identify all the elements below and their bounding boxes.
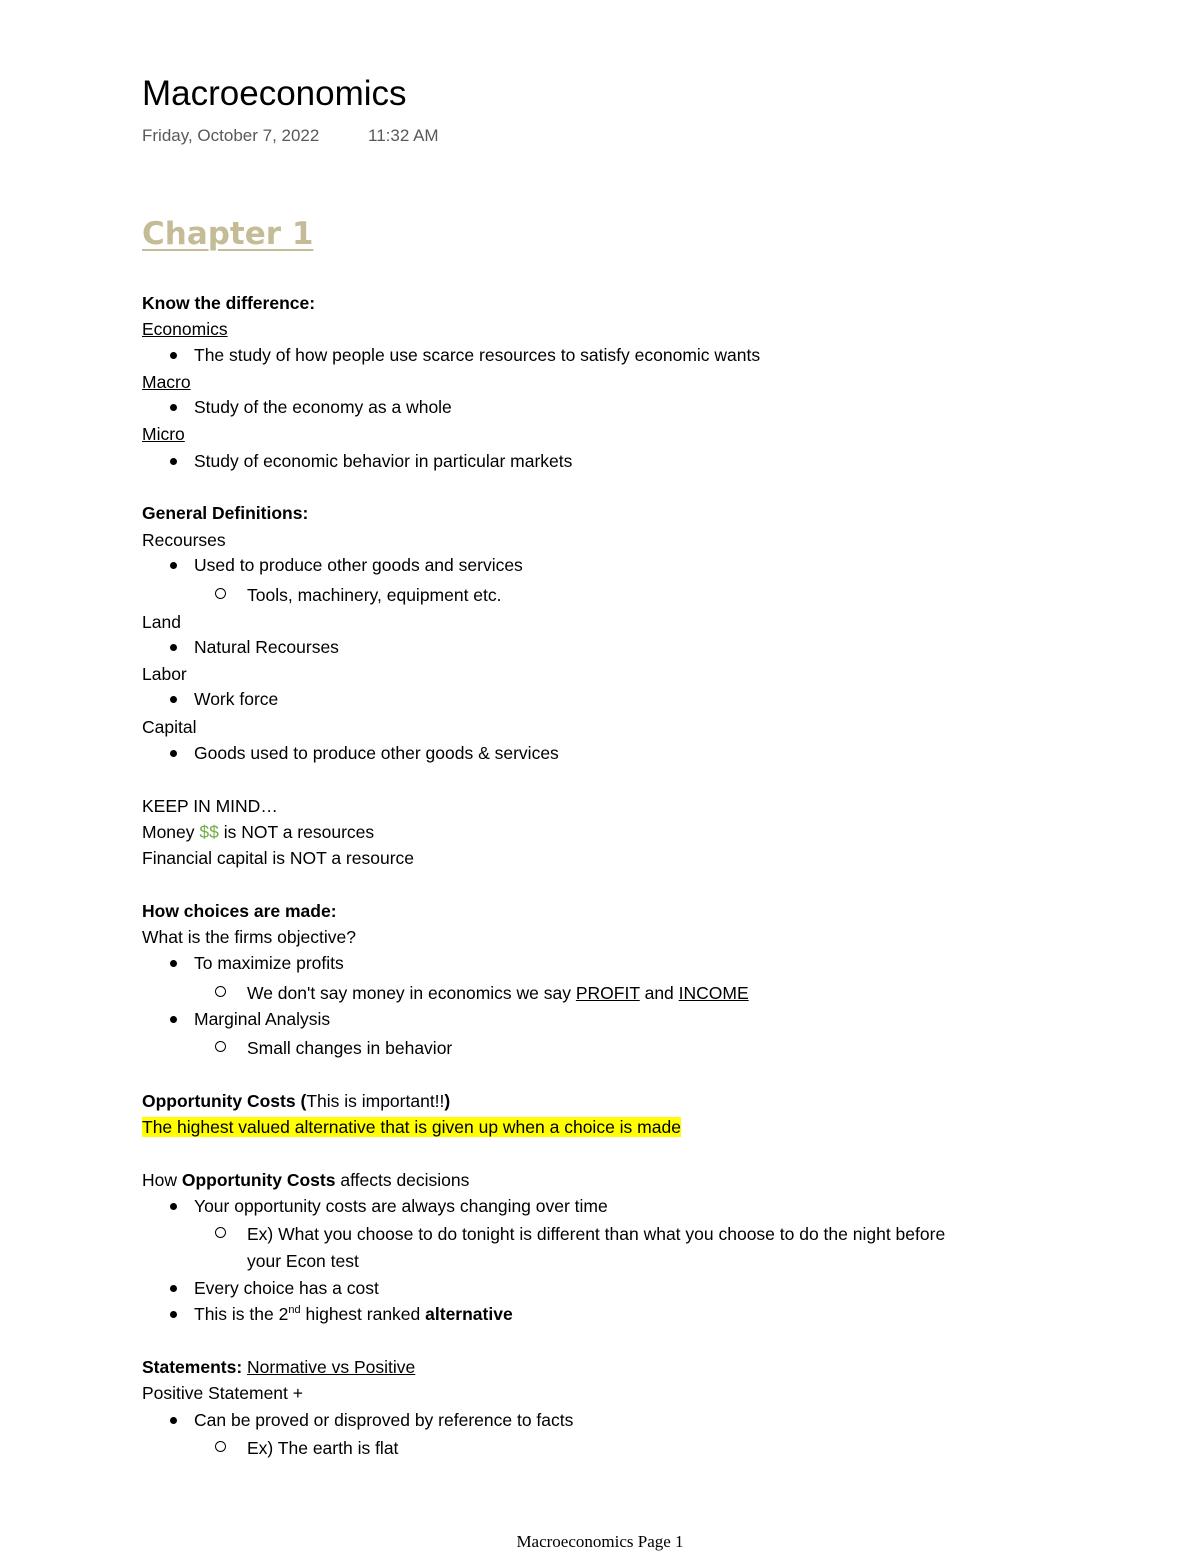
definition-positive-statement: Can be proved or disproved by reference to facts — [194, 1410, 574, 1430]
money-symbol: $$ — [199, 822, 219, 842]
second-ranked-prefix: This is the 2 — [194, 1304, 289, 1324]
note-date: Friday, October 7, 2022 — [142, 126, 320, 145]
bullet-icon — [170, 562, 177, 569]
sub-bullet-circle-icon — [215, 588, 226, 599]
section-heading-general: General Definitions: — [142, 503, 309, 523]
affects-item-changing: Your opportunity costs are always changing over time — [194, 1196, 608, 1216]
bullet-icon — [170, 750, 177, 757]
term-micro: Micro — [142, 424, 185, 444]
keep-in-mind-label: KEEP IN MIND… — [142, 796, 278, 816]
profit-income-prefix: We don't say money in economics we say — [247, 983, 576, 1003]
sub-bullet-circle-icon — [215, 1227, 226, 1238]
definition-labor: Work force — [194, 689, 279, 709]
affects-bold: Opportunity Costs — [181, 1170, 336, 1190]
definition-macro: Study of the economy as a whole — [194, 397, 452, 417]
definition-capital: Goods used to produce other goods & services — [194, 743, 559, 763]
example-positive-statement: Ex) The earth is flat — [247, 1438, 399, 1458]
choice-item-marginal: Marginal Analysis — [194, 1009, 331, 1029]
keep-in-mind-money — [142, 821, 374, 843]
choice-sub-marginal: Small changes in behavior — [247, 1038, 453, 1058]
money-suffix: is NOT a resources — [218, 822, 375, 842]
bullet-icon — [170, 458, 177, 465]
bullet-icon — [170, 960, 177, 967]
income-term: INCOME — [678, 983, 749, 1003]
affects-suffix: affects decisions — [335, 1170, 470, 1190]
term-recourses: Recourses — [142, 530, 226, 550]
sub-bullet-circle-icon — [215, 1441, 226, 1452]
second-ranked-bold: alternative — [425, 1304, 513, 1324]
note-time: 11:32 AM — [368, 126, 439, 145]
bullet-icon — [170, 1311, 177, 1318]
profit-term: PROFIT — [575, 983, 640, 1003]
second-ranked-middle: highest ranked — [300, 1304, 426, 1324]
bullet-icon — [170, 644, 177, 651]
bullet-icon — [170, 1203, 177, 1210]
section-heading-opportunity — [142, 1090, 450, 1112]
sub-bullet-circle-icon — [215, 986, 226, 997]
bullet-icon — [170, 1417, 177, 1424]
opportunity-definition — [142, 1116, 681, 1138]
bullet-icon — [170, 1016, 177, 1023]
affects-item-second-ranked — [194, 1303, 513, 1325]
choice-item-maximize: To maximize profits — [194, 953, 344, 973]
statements-label: Statements: — [142, 1357, 243, 1377]
term-macro: Macro — [142, 372, 191, 392]
highlighted-definition: The highest valued alternative that is given up when a choice is made — [142, 1117, 681, 1137]
sub-bullet-circle-icon — [215, 1041, 226, 1052]
term-land: Land — [142, 612, 181, 632]
affects-item-cost: Every choice has a cost — [194, 1278, 379, 1298]
affects-example-line1: Ex) What you choose to do tonight is different than what you choose to do the night before — [247, 1224, 946, 1244]
page-title: Macroeconomics — [142, 74, 407, 113]
affects-example-line2: your Econ test — [247, 1251, 359, 1271]
affects-prefix: How — [142, 1170, 182, 1190]
section-heading-choices: How choices are made: — [142, 901, 337, 921]
opportunity-heading-bold: Opportunity Costs — [142, 1091, 296, 1111]
term-labor: Labor — [142, 664, 187, 684]
statements-normative-positive: Normative vs Positive — [247, 1357, 416, 1377]
definition-recourses: Used to produce other goods and services — [194, 555, 523, 575]
definition-economics: The study of how people use scarce resources to satisfy economic wants — [194, 345, 761, 365]
term-positive-statement: Positive Statement + — [142, 1383, 303, 1403]
choice-sub-profit-income — [247, 982, 749, 1004]
term-economics: Economics — [142, 319, 228, 339]
chapter-heading: Chapter 1 — [142, 216, 314, 252]
definition-micro: Study of economic behavior in particular markets — [194, 451, 573, 471]
page-footer: Macroeconomics Page 1 — [516, 1532, 684, 1551]
keep-in-mind-financial: Financial capital is NOT a resource — [142, 848, 415, 868]
section-heading-difference: Know the difference: — [142, 293, 316, 313]
bullet-icon — [170, 696, 177, 703]
opportunity-paren-open: ( — [295, 1091, 307, 1111]
bullet-icon — [170, 352, 177, 359]
section-heading-statements — [142, 1356, 415, 1378]
opportunity-heading-note: This is important!! — [306, 1091, 445, 1111]
sub-definition-recourses: Tools, machinery, equipment etc. — [247, 585, 502, 605]
bullet-icon — [170, 404, 177, 411]
definition-land: Natural Recourses — [194, 637, 339, 657]
bullet-icon — [170, 1285, 177, 1292]
firms-objective-question: What is the firms objective? — [142, 927, 356, 947]
second-ranked-sup: nd — [288, 1304, 301, 1317]
money-prefix: Money — [142, 822, 200, 842]
opportunity-paren-close: ) — [444, 1091, 451, 1111]
term-capital: Capital — [142, 717, 197, 737]
profit-and: and — [639, 983, 679, 1003]
section-heading-affects — [142, 1169, 469, 1191]
